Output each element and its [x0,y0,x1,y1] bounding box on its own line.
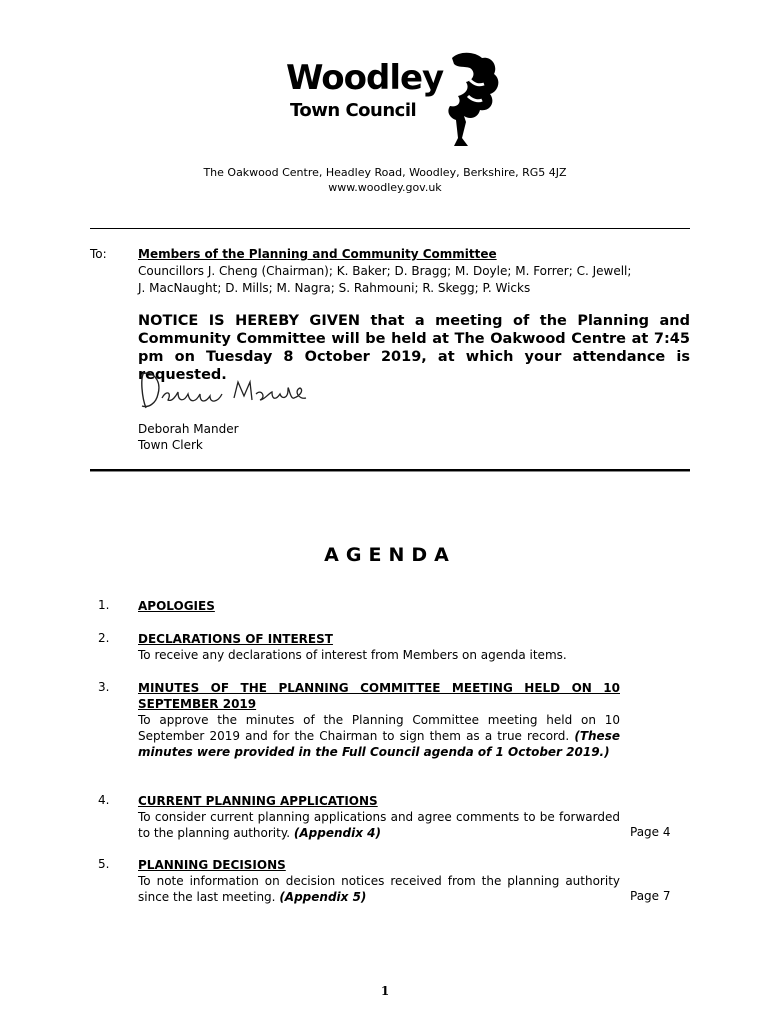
recipients-line-1: Councillors J. Cheng (Chairman); K. Baker; D. Bragg; M. Doyle; M. Forrer; C. Jewell; [138,264,632,278]
item-title: DECLARATIONS OF INTEREST [138,632,333,646]
section-divider [90,469,690,471]
agenda-item-minutes [138,680,620,760]
item-number: 1. [98,598,110,612]
address-line: The Oakwood Centre, Headley Road, Woodley, Berkshire, RG5 4JZ [203,166,567,179]
recipients-block [138,246,690,297]
item-title: MINUTES OF THE PLANNING COMMITTEE MEETING HELD ON 10 SEPTEMBER 2019 [138,681,620,711]
to-label: To: [90,247,107,261]
item-number: 3. [98,680,110,694]
logo-name: Woodley [286,58,444,98]
website-line[interactable]: www.woodley.gov.uk [328,181,442,194]
header-divider [90,228,690,229]
page-reference: Page 4 [630,825,671,839]
item-title: CURRENT PLANNING APPLICATIONS [138,794,378,808]
item-note: (Appendix 4) [293,826,381,840]
agenda-heading: AGENDA [324,544,456,566]
council-logo [286,50,501,150]
signatory-role: Town Clerk [138,438,203,452]
agenda-item-decisions [138,857,620,905]
item-title: APOLOGIES [138,599,215,613]
page-reference: Page 7 [630,889,671,903]
item-text: To consider current planning applications and agree comments to be forwarded to the planning authority. [138,810,620,840]
signatory-block [138,421,690,453]
item-number: 4. [98,793,110,807]
agenda-item-applications [138,793,620,841]
signatory-name: Deborah Mander [138,422,239,436]
handwritten-signature [138,368,328,414]
item-text: To note information on decision notices received from the planning authority since the last meeting. [138,874,620,904]
item-number: 5. [98,857,110,871]
page-number: 1 [380,984,390,998]
item-text: To receive any declarations of interest from Members on agenda items. [138,648,567,662]
meeting-notice: NOTICE IS HEREBY GIVEN that a meeting of the Planning and Community Committee will be held at The Oakwood Centre at 7:45 pm on Tuesday 8 October 2019, at which your attendance is requested. [138,313,690,383]
item-note: (These minutes were provided in the Full Council agenda of 1 October 2019.) [138,729,620,759]
item-note: (Appendix 5) [279,890,367,904]
logo-subtitle: Town Council [290,100,417,121]
tree-icon [432,50,502,148]
item-title: PLANNING DECISIONS [138,858,286,872]
item-text: To approve the minutes of the Planning Committee meeting held on 10 September 2019 and for the Chairman to sign them as a true record. [138,713,620,743]
agenda-item-apologies [138,598,620,614]
recipients-title: Members of the Planning and Community Committee [138,247,497,261]
item-number: 2. [98,631,110,645]
agenda-item-declarations [138,631,620,663]
recipients-line-2: J. MacNaught; D. Mills; M. Nagra; S. Rahmouni; R. Skegg; P. Wicks [138,281,531,295]
